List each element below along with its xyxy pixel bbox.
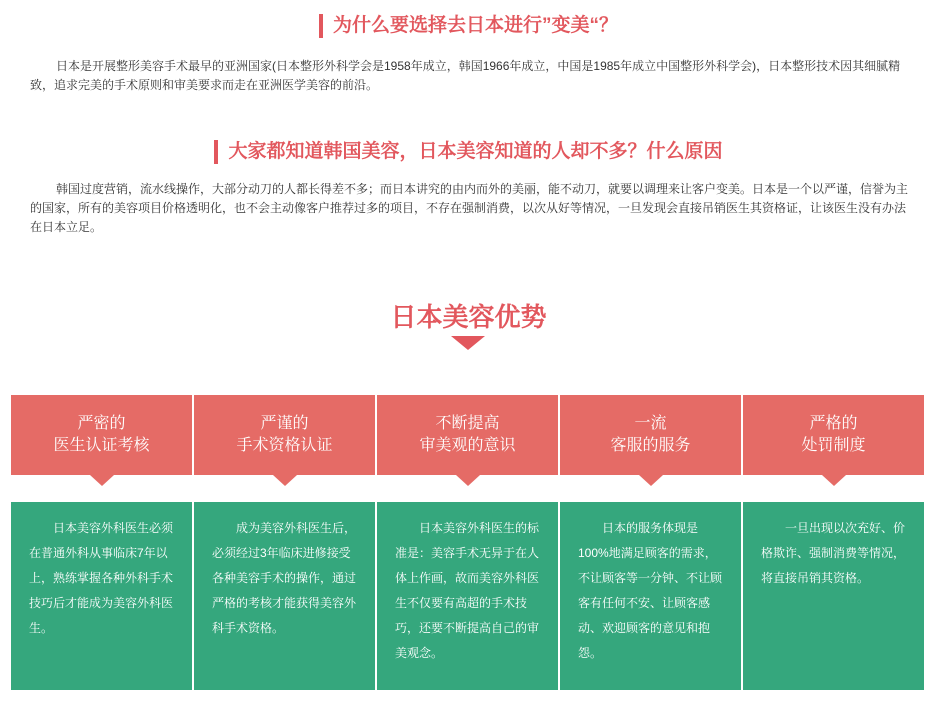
advantage-header-line1: 不断提高	[435, 415, 500, 432]
advantage-header	[560, 395, 741, 475]
advantage-pointer-icon	[273, 475, 297, 486]
advantage-card-3	[377, 395, 558, 690]
advantage-body	[377, 502, 558, 690]
section2-paragraph: 韩国过度营销，流水线操作，大部分动刀的人都长得差不多；而日本讲究的由内而外的美丽，能不动刀，就要以调理来让客户变美。日本是一个以严谨，信誉为主的国家，所有的美容项目价格透明化，也不会主动像客户推荐过多的项目，不存在强制消费，以次从好等情况，一旦发现会直接吊销医生其资格证，让该医生没有办法在日本立足。	[30, 182, 909, 234]
advantage-header-line2: 处罚制度	[801, 437, 866, 454]
advantage-description: 一旦出现以次充好、价格欺诈、强制消费等情况，将直接吊销其资格。	[761, 521, 906, 585]
advantage-body	[194, 502, 375, 690]
advantage-header-line2: 审美观的意识	[419, 437, 516, 454]
advantage-header-line1: 严格的	[809, 415, 858, 432]
advantage-header	[743, 395, 924, 475]
advantage-card-4	[560, 395, 741, 690]
advantage-header	[11, 395, 192, 475]
advantage-description: 日本美容外科医生必须在普通外科从事临床7年以上，熟练掌握各种外科手术技巧后才能成为美容外科医生。	[29, 521, 174, 635]
advantage-card-5	[743, 395, 924, 690]
advantage-description: 成为美容外科医生后，必须经过3年临床进修接受各种美容手术的操作，通过严格的考核才能获得美容外科手术资格。	[212, 521, 357, 635]
advantage-pointer-icon	[456, 475, 480, 486]
section1-heading	[0, 14, 937, 38]
section1-paragraph: 日本是开展整形美容手术最早的亚洲国家(日本整形外科学会是1958年成立，韩国1966年成立，中国是1985年成立中国整形外科学会)，日本整形技术因其细腻精致，追求完美的手术原则和审美要求而走在亚洲医学美容的前沿。	[30, 59, 901, 92]
advantage-pointer-icon	[639, 475, 663, 486]
advantage-body	[560, 502, 741, 690]
advantage-header	[194, 395, 375, 475]
advantage-body	[11, 502, 192, 690]
advantage-header	[377, 395, 558, 475]
advantage-pointer-icon	[90, 475, 114, 486]
advantage-pointer-icon	[822, 475, 846, 486]
section2-title: 大家都知道韩国美容，日本美容知道的人却不多？什么原因	[214, 140, 722, 164]
advantage-header-line2: 医生认证考核	[53, 437, 150, 454]
advantage-header-line1: 严谨的	[260, 415, 309, 432]
advantage-description: 日本的服务体现是100%地满足顾客的需求，不让顾客等一分钟、不让顾客有任何不安、让顾客感动、欢迎顾客的意见和抱怨。	[578, 521, 723, 660]
advantages-columns	[11, 395, 926, 690]
section2-heading	[0, 140, 937, 164]
advantage-header-line2: 客服的服务	[610, 437, 691, 454]
advantages-down-arrow-icon	[451, 336, 485, 350]
advantage-header-line1: 严密的	[77, 415, 126, 432]
advantage-body	[743, 502, 924, 690]
advantage-card-2	[194, 395, 375, 690]
advantage-card-1	[11, 395, 192, 690]
section1-title: 为什么要选择去日本进行”变美“？	[319, 14, 618, 38]
advantages-title: 日本美容优势	[390, 302, 547, 332]
advantage-header-line1: 一流	[634, 415, 667, 432]
advantage-description: 日本美容外科医生的标准是：美容手术无异于在人体上作画，故而美容外科医生不仅要有高超的手术技巧，还要不断提高自己的审美观念。	[395, 521, 540, 660]
advantage-header-line2: 手术资格认证	[236, 437, 333, 454]
